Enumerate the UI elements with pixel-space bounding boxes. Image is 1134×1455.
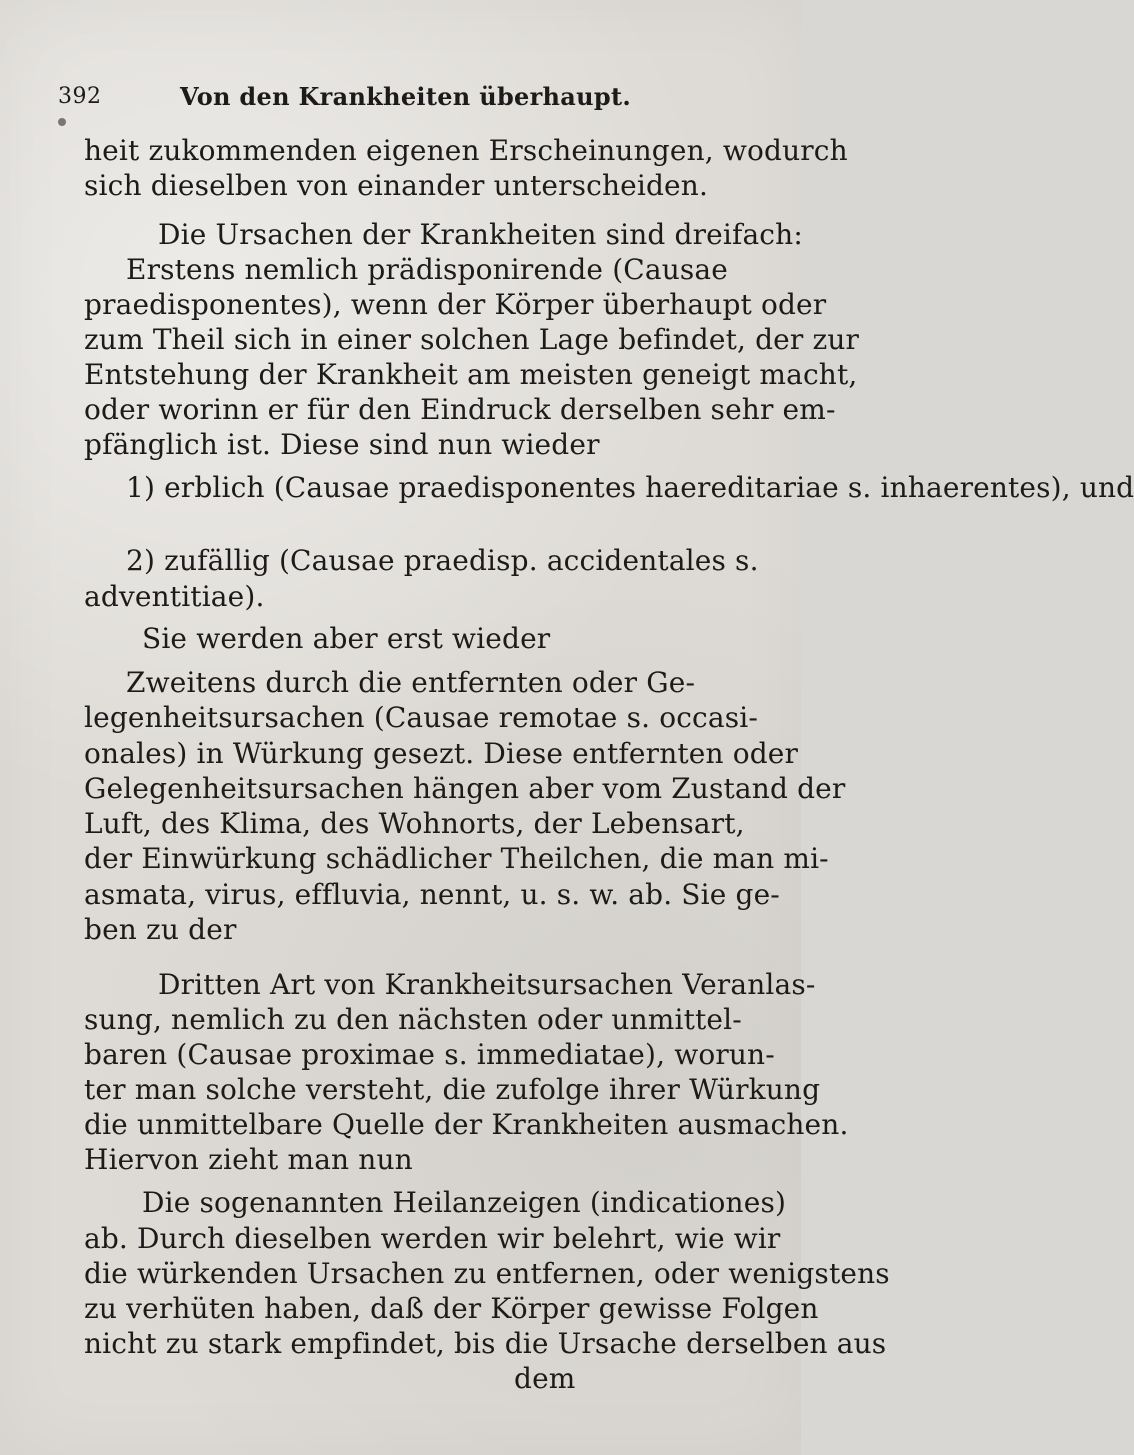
text-line: sich dieselben von einander unterscheiden. <box>84 169 708 202</box>
text-line: pfänglich ist. Diese sind nun wieder <box>84 428 600 461</box>
text-line: baren (Causae proximae s. immediatae), worun- <box>84 1038 775 1071</box>
catchword: dem <box>514 1362 576 1395</box>
text-line: oder worinn er für den Eindruck derselben sehr em- <box>84 393 836 426</box>
text-line: onales) in Würkung gesezt. Diese entfernten oder <box>84 737 799 770</box>
text-line: die unmittelbare Quelle der Krankheiten ausmachen. <box>84 1108 849 1141</box>
text-line: ab. Durch dieselben werden wir belehrt, wie wir <box>84 1222 781 1255</box>
text-line: legenheitsursachen (Causae remotae s. occasi- <box>84 701 758 734</box>
text-line: Entstehung der Krankheit am meisten geneigt macht, <box>84 358 858 391</box>
text-line: Dritten Art von Krankheitsursachen Veranlas- <box>158 968 816 1001</box>
text-line: Erstens nemlich prädisponirende (Causae <box>126 253 728 286</box>
running-head: Von den Krankheiten überhaupt. <box>180 82 632 111</box>
text-line: zum Theil sich in einer solchen Lage befindet, der zur <box>84 323 860 356</box>
text-line: Die Ursachen der Krankheiten sind dreifach: <box>158 218 803 251</box>
text-line: Die sogenannten Heilanzeigen (indicationes) <box>142 1186 787 1219</box>
text-line: 1) erblich (Causae praedisponentes haereditariae s. inhaerentes), und <box>126 471 1134 504</box>
ink-mark <box>58 118 66 126</box>
page-number: 392 <box>58 84 102 109</box>
text-line: die würkenden Ursachen zu entfernen, oder wenigstens <box>84 1257 890 1290</box>
text-line: heit zukommenden eigenen Erscheinungen, wodurch <box>84 134 848 167</box>
text-line: Sie werden aber erst wieder <box>142 622 551 655</box>
text-line: ter man solche versteht, die zufolge ihrer Würkung <box>84 1073 821 1106</box>
text-line: sung, nemlich zu den nächsten oder unmittel- <box>84 1003 742 1036</box>
text-line: Gelegenheitsursachen hängen aber vom Zustand der <box>84 772 846 805</box>
text-line: nicht zu stark empfindet, bis die Ursache derselben aus <box>84 1327 887 1360</box>
text-line: asmata, virus, effluvia, nennt, u. s. w. ab. Sie ge- <box>84 878 780 911</box>
text-line: Zweitens durch die entfernten oder Ge- <box>126 666 696 699</box>
text-line: Luft, des Klima, des Wohnorts, der Lebensart, <box>84 807 745 840</box>
text-line: Hiervon zieht man nun <box>84 1143 413 1176</box>
text-line: der Einwürkung schädlicher Theilchen, die man mi- <box>84 842 829 875</box>
page-header <box>58 84 718 114</box>
text-line: adventitiae). <box>84 580 265 613</box>
text-line: zu verhüten haben, daß der Körper gewisse Folgen <box>84 1292 819 1325</box>
text-line: 2) zufällig (Causae praedisp. accidentales s. <box>126 544 759 577</box>
text-line: praedisponentes), wenn der Körper überhaupt oder <box>84 288 827 321</box>
text-line: ben zu der <box>84 913 237 946</box>
